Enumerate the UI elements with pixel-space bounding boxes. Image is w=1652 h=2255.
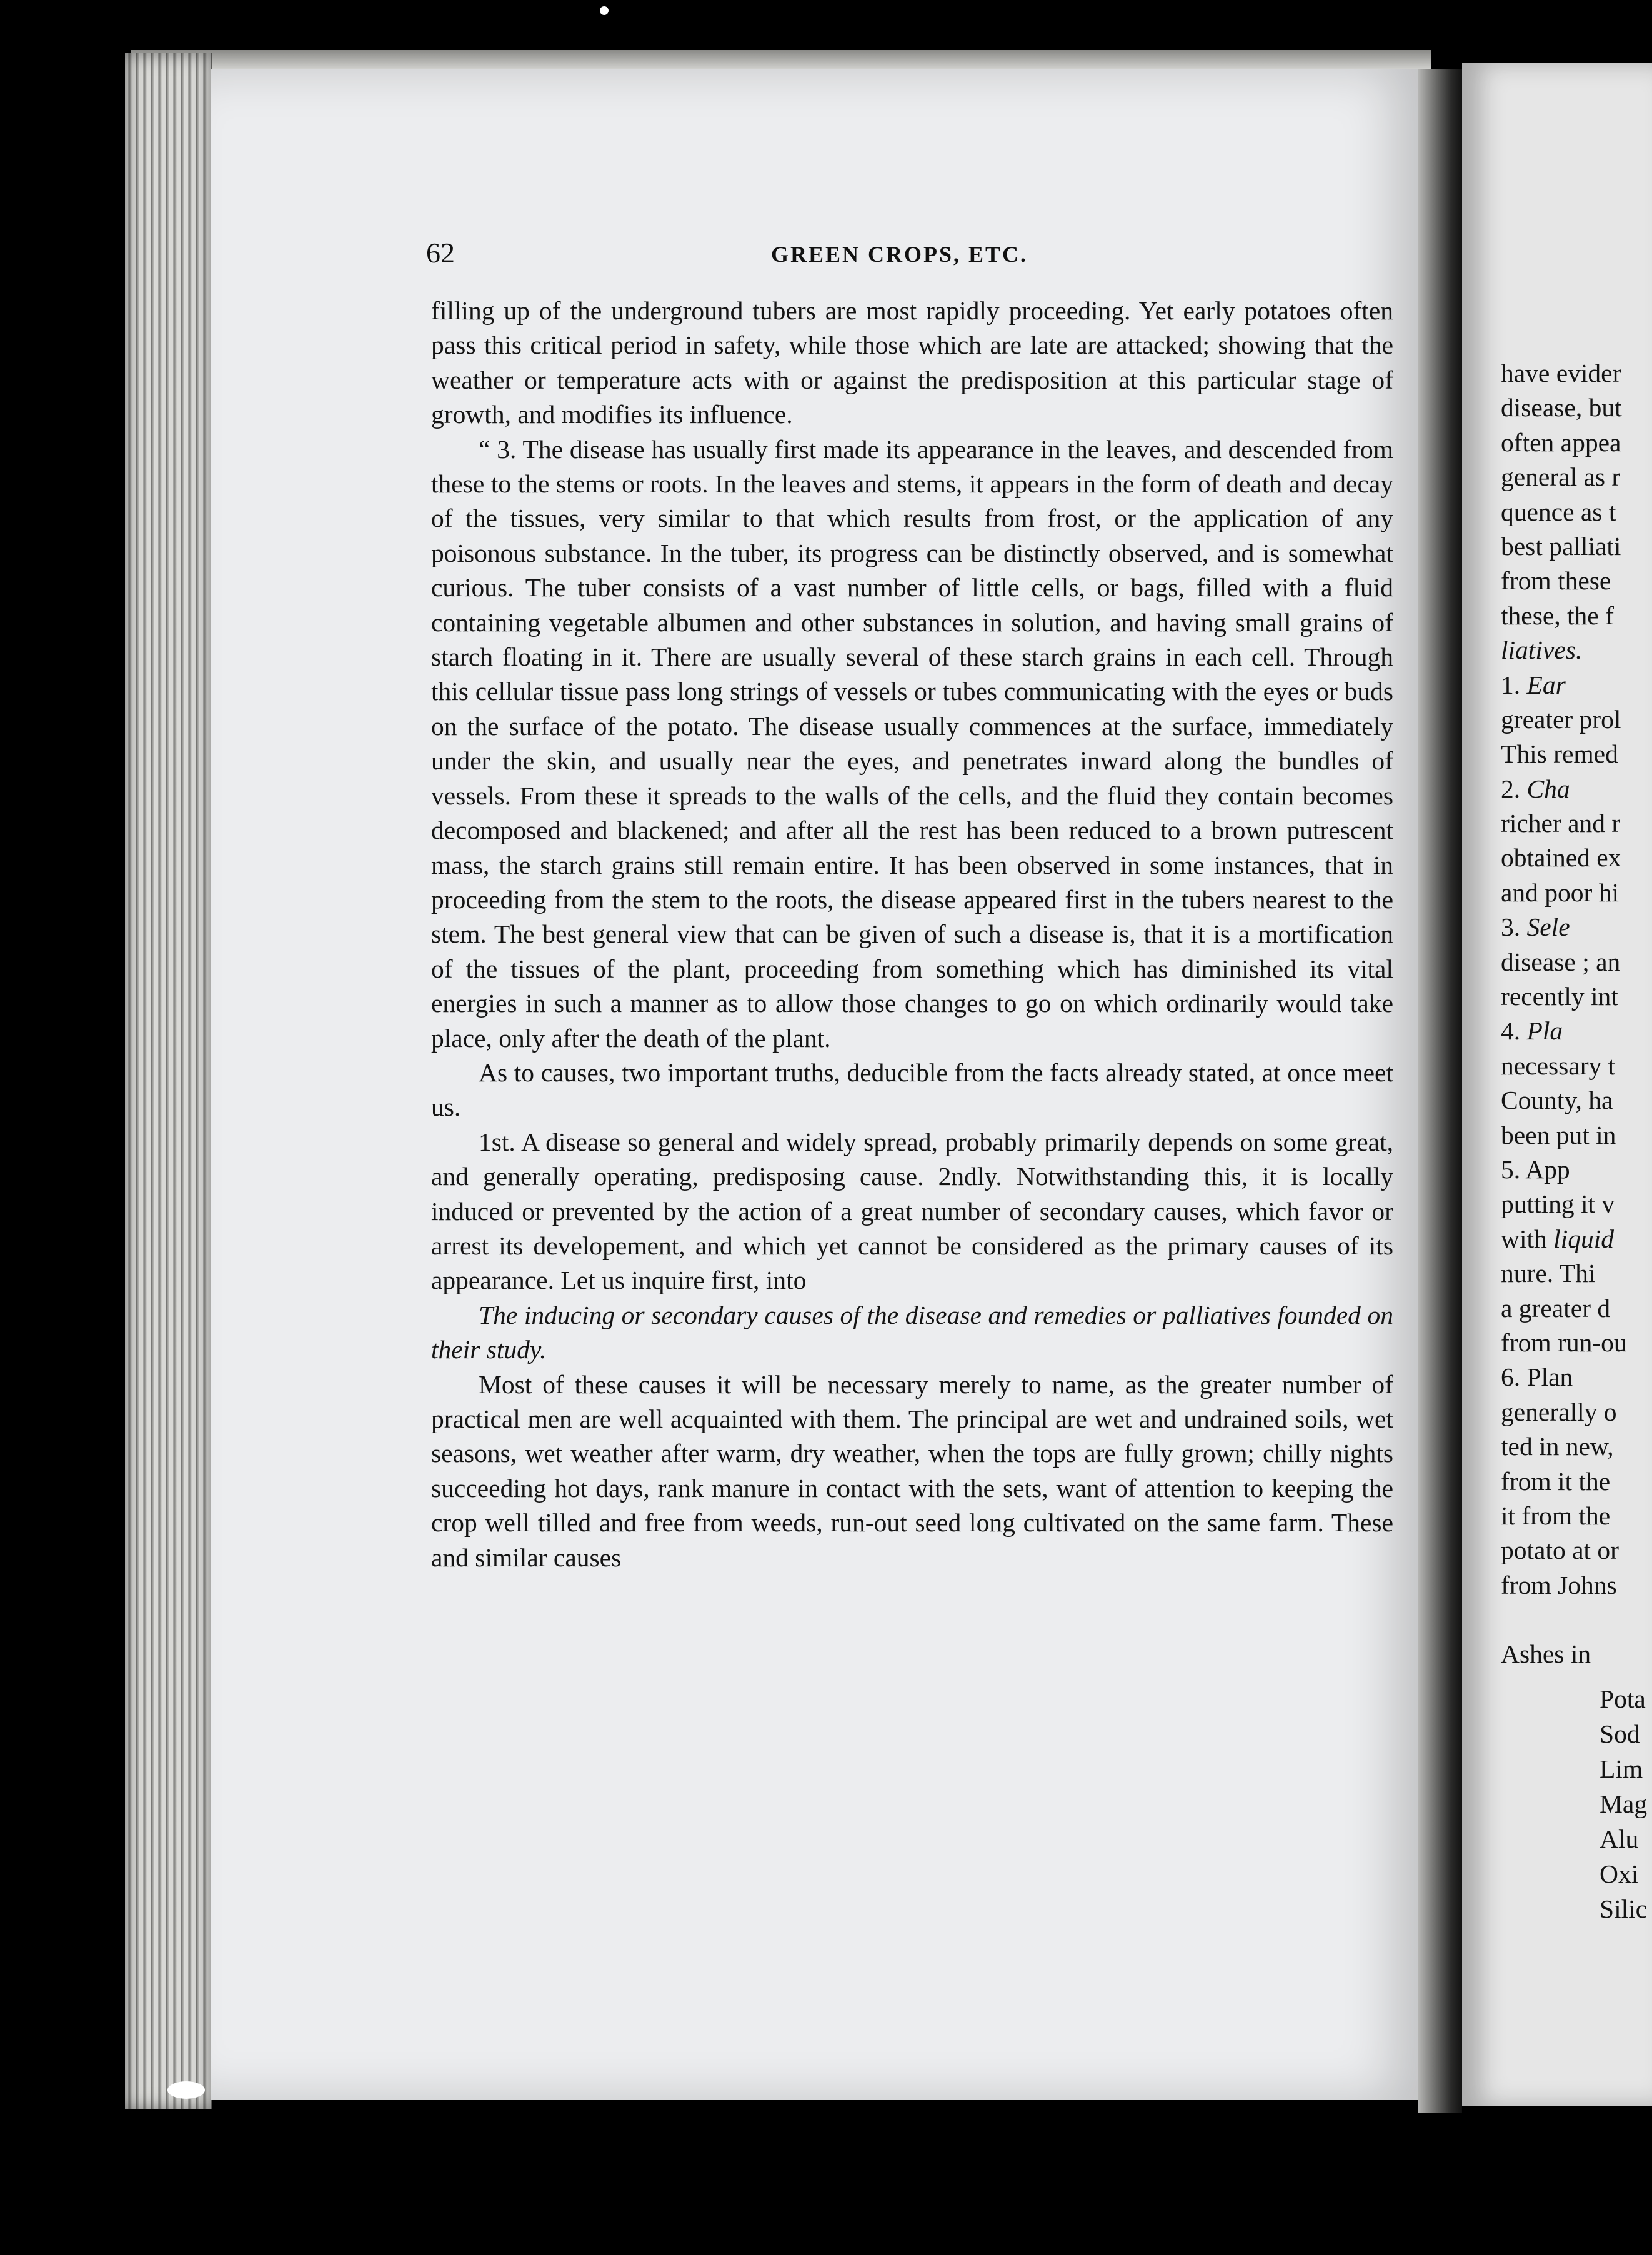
right-page-line: from run-ou (1501, 1328, 1627, 1357)
right-page-line: often appea (1501, 428, 1621, 457)
right-page-line: generally o (1501, 1397, 1617, 1426)
right-page-ash-list (1600, 1681, 1647, 1926)
page-edges-top (131, 50, 1431, 69)
right-page-line: a greater d (1501, 1293, 1611, 1322)
right-page-list-item: Silic (1600, 1894, 1648, 1923)
right-page-list-item: Mag (1600, 1789, 1648, 1818)
right-page-line: general as r (1501, 462, 1621, 492)
right-page-line: liatives. (1501, 636, 1583, 665)
right-page-line: been put in (1501, 1120, 1616, 1149)
right-page-line: disease, but (1501, 393, 1622, 422)
right-page-line: from it the (1501, 1466, 1611, 1496)
right-page-line: This remed (1501, 739, 1618, 769)
right-page-line (1501, 1602, 1652, 1637)
right-page-line: 1. Ear (1501, 670, 1566, 699)
right-page-line: 6. Plan (1501, 1362, 1573, 1392)
right-page-line: 5. App (1501, 1154, 1570, 1184)
page-edges-stack (125, 53, 212, 2109)
right-page-line: putting it v (1501, 1189, 1615, 1219)
paragraph-1: filling up of the underground tubers are most rapidly proceeding. Yet early potatoes often pass this critical period in safety, while those which are late are attacked; showing that the weather or temperature acts with or against the predisposition at this particular stage of growth, and modifies its influence. (431, 296, 1393, 429)
paragraph-3: As to causes, two important truths, deducible from the facts already stated, at once meet us. (431, 1058, 1393, 1122)
right-page-line: greater prol (1501, 704, 1621, 734)
right-page-line: best palliati (1501, 531, 1621, 561)
right-page-lines (1501, 356, 1652, 1672)
right-page-line: 3. Sele (1501, 912, 1570, 942)
right-page-line: ted in new, (1501, 1432, 1614, 1461)
scan-speck (600, 6, 609, 15)
right-page-line: nure. Thi (1501, 1259, 1596, 1288)
scan-speck (167, 2081, 205, 2099)
right-page-list-item: Oxi (1600, 1859, 1639, 1888)
right-page-list-item: Alu (1600, 1824, 1639, 1853)
left-page-body (431, 294, 1393, 1575)
right-page-list-item: Pota (1600, 1684, 1646, 1713)
right-page-line: from these (1501, 566, 1611, 596)
right-page-line: Ashes in (1501, 1639, 1591, 1669)
right-page-line: disease ; an (1501, 947, 1621, 976)
page-number: 62 (426, 237, 455, 269)
paragraph-2: “ 3. The disease has usually first made its appearance in the leaves, and descended from these to the stems or roots. In the leaves and stems, it appears in the form of death and decay of the tissues, very similar to that which results from frost, or the application of any poisonous substance. In the tuber, its progress can be distinctly observed, and is somewhat curious. The tuber consists of a vast number of little cells, or bags, filled with a fluid containing vegetable albumen and other substances in solution, and having small grains of starch floating in it. There are usually several of these starch grains in each cell. Through this cellular tissue pass long strings of vessels or tubes communicating with the eyes or buds on the surface of the potato. The disease usually commences at the surface, immediately under the skin, and usually near the eyes, and penetrates inward along the bundles of vessels. From these it spreads to the walls of the cells, and the fluid they contain becomes decomposed and blackened; and after all the rest has been reduced to a brown putrescent mass, the starch grains still remain entire. It has been observed in some instances, that in proceeding from the stem to the roots, the disease appeared first in the tubers nearest to the stem. The best general view that can be given of such a disease is, that it is a mortification of the tissues of the plant, proceeding from something which has diminished its vital energies in such a manner as to allow those changes to go on which ordinarily would take place, only after the death of the plant. (431, 434, 1393, 1052)
right-page-line: obtained ex (1501, 843, 1621, 872)
right-page-line: County, ha (1501, 1086, 1613, 1115)
right-page-line: from Johns (1501, 1570, 1617, 1599)
paragraph-6: Most of these causes it will be necessary merely to name, as the greater number of practical men are well acquainted with them. The principal are wet and undrained soils, wet seasons, wet weather after warm, dry weather, when the tops are fully grown; chilly nights succeeding hot days, rank manure in contact with the sets, want of attention to keeping the crop well tilled and free from weeds, run-out seed long cultivated on the same farm. These and similar causes (431, 1369, 1393, 1572)
running-head: GREEN CROPS, ETC. (771, 242, 1028, 267)
right-page-line: recently int (1501, 982, 1618, 1011)
right-page-line: 4. Pla (1501, 1016, 1563, 1046)
right-page-line: potato at or (1501, 1536, 1619, 1565)
right-page-line: have evider (1501, 359, 1621, 388)
right-page-line: these, the f (1501, 601, 1614, 630)
book-gutter (1418, 69, 1462, 2112)
right-page-line: necessary t (1501, 1051, 1616, 1080)
right-page-line: and poor hi (1501, 878, 1620, 907)
right-page-list-item: Lim (1600, 1754, 1643, 1783)
right-page-list-item: Sod (1600, 1719, 1640, 1748)
right-page-line: 2. Cha (1501, 774, 1570, 803)
paragraph-5-italic-heading: The inducing or secondary causes of the disease and remedies or palliatives founded on their study. (431, 1300, 1393, 1364)
right-page-cropped (1462, 62, 1652, 2106)
right-page-line: richer and r (1501, 809, 1621, 838)
right-page-line: with liquid (1501, 1224, 1614, 1253)
right-page-line: quence as t (1501, 497, 1616, 526)
right-page-line: it from the (1501, 1501, 1611, 1530)
paragraph-4: 1st. A disease so general and widely spread, probably primarily depends on some great, and generally operating, predisposing cause. 2ndly. Notwithstanding this, it is locally induced or prevented by the action of a great number of secondary causes, which favor or arrest its developement, and which yet cannot be considered as the primary causes of its appearance. Let us inquire first, into (431, 1127, 1393, 1295)
